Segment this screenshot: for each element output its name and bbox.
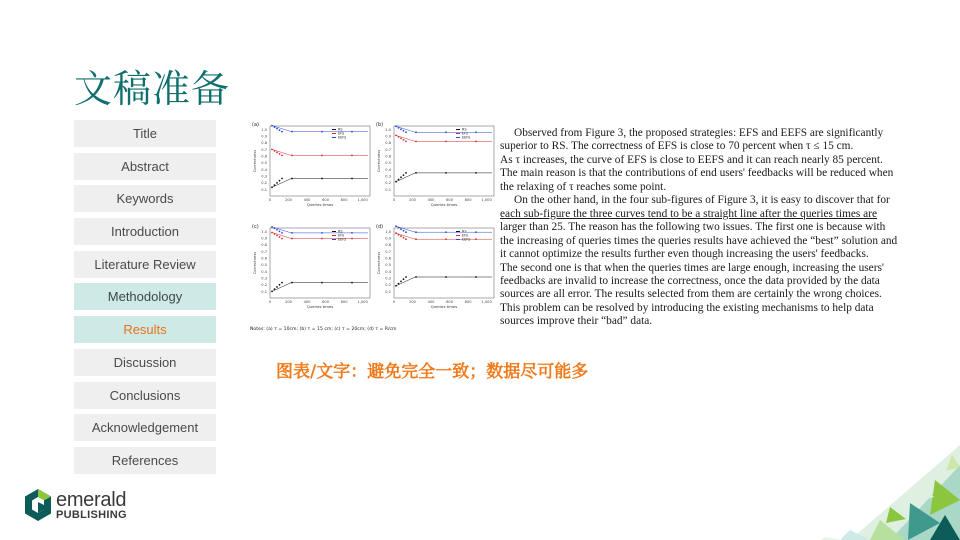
y-axis-label: Correctness — [252, 149, 257, 173]
decorative-triangles — [730, 445, 960, 540]
data-point — [274, 288, 276, 290]
y-tick-label: 0.7 — [261, 147, 267, 152]
series-line — [272, 233, 368, 239]
slide-caption: 图表/文字：避免完全一致；数据尽可能多 — [276, 362, 589, 382]
data-point — [405, 276, 407, 278]
data-point — [405, 231, 407, 233]
data-point — [274, 228, 276, 230]
x-axis-label: Queries times — [430, 202, 458, 207]
data-point — [415, 141, 417, 143]
results-figure — [246, 116, 498, 334]
y-tick-label: 0.8 — [261, 243, 267, 248]
x-tick-label: 400 — [427, 198, 435, 202]
data-point — [271, 291, 273, 293]
y-tick-label: 0.3 — [385, 174, 391, 179]
logo-wordmark: emerald — [56, 489, 127, 511]
data-point — [281, 232, 283, 234]
paper-line: The main reason is that the contributions of end users' feedbacks will be reduced when — [500, 167, 894, 180]
data-point — [351, 178, 353, 180]
data-point — [291, 238, 293, 240]
x-tick-label: 1,000 — [481, 300, 492, 304]
paper-line: feedbacks are invalid to increase the correctness, once the data provided by the data — [500, 274, 880, 287]
data-point — [398, 127, 400, 129]
legend-swatch — [332, 231, 336, 232]
x-tick-label: 600 — [446, 300, 453, 304]
y-tick-label: 0.6 — [261, 256, 267, 261]
y-tick-label: 0.4 — [385, 269, 391, 274]
y-tick-label: 0.3 — [261, 276, 267, 281]
data-point — [415, 172, 417, 174]
data-point — [475, 231, 477, 233]
y-tick-label: 1.0 — [261, 127, 267, 132]
y-tick-label: 0.7 — [385, 147, 391, 152]
y-axis-label: Correctness — [252, 251, 257, 275]
data-point — [395, 232, 397, 234]
x-tick-label: 1,000 — [357, 300, 368, 304]
emerald-logo-icon — [24, 488, 52, 522]
data-point — [415, 131, 417, 133]
slide-title: 文稿准备 — [74, 67, 231, 111]
legend-label: EFS — [462, 233, 469, 238]
data-point — [291, 155, 293, 157]
nav-item-title[interactable]: Title — [74, 120, 216, 147]
data-point — [400, 235, 402, 237]
data-point — [395, 135, 397, 137]
y-tick-label: 0.9 — [385, 236, 391, 241]
y-axis-label: Correctness — [376, 149, 381, 173]
data-point — [405, 131, 407, 133]
legend-swatch — [456, 137, 460, 138]
results-figure-graphic — [246, 116, 498, 334]
y-tick-label: 0.6 — [261, 154, 267, 159]
data-point — [291, 131, 293, 133]
legend-label: EFS — [338, 233, 345, 238]
nav-item-keywords[interactable]: Keywords — [74, 185, 216, 212]
legend-swatch — [456, 235, 460, 236]
legend-label: RS — [462, 127, 467, 132]
legend-swatch — [332, 239, 336, 240]
y-tick-label: 0.3 — [385, 276, 391, 281]
data-point — [281, 155, 283, 157]
data-point — [475, 276, 477, 278]
nav-item-acknowledgement[interactable]: Acknowledgement — [74, 414, 216, 441]
y-tick-label: 0.9 — [385, 134, 391, 139]
legend-swatch — [456, 239, 460, 240]
panel-label: (c) — [252, 224, 259, 230]
data-point — [405, 141, 407, 143]
y-tick-label: 0.8 — [385, 243, 391, 248]
data-point — [400, 128, 402, 130]
emerald-logo — [24, 488, 154, 524]
x-axis-label: Queries times — [306, 202, 334, 207]
data-point — [321, 178, 323, 180]
data-point — [321, 155, 323, 157]
data-point — [475, 172, 477, 174]
y-tick-label: 0.4 — [385, 167, 391, 172]
nav-item-discussion[interactable]: Discussion — [74, 349, 216, 376]
plot-frame — [394, 126, 494, 196]
x-tick-label: 200 — [285, 300, 292, 304]
data-point — [403, 278, 405, 280]
legend-swatch — [332, 235, 336, 236]
data-point — [398, 234, 400, 236]
y-tick-label: 0.2 — [261, 181, 267, 186]
legend-label: EFS — [338, 131, 345, 136]
data-point — [276, 152, 278, 154]
nav-item-introduction[interactable]: Introduction — [74, 218, 216, 245]
data-point — [403, 139, 405, 141]
legend-label: EEFS — [338, 237, 347, 242]
data-point — [276, 229, 278, 231]
x-tick-label: 0 — [268, 300, 272, 304]
nav-item-methodology[interactable]: Methodology — [74, 283, 216, 310]
data-point — [403, 174, 405, 176]
legend-label: EEFS — [462, 135, 471, 140]
series-line — [272, 126, 368, 132]
y-tick-label: 0.1 — [261, 187, 267, 192]
y-tick-label: 0.5 — [261, 161, 267, 166]
y-tick-label: 0.4 — [261, 269, 267, 274]
data-point — [398, 179, 400, 181]
data-point — [445, 141, 447, 143]
legend-swatch — [456, 231, 460, 232]
series-line — [272, 283, 368, 292]
x-tick-label: 200 — [409, 198, 416, 202]
data-point — [475, 141, 477, 143]
data-point — [415, 231, 417, 233]
data-point — [398, 227, 400, 229]
data-point — [291, 282, 293, 284]
panel-label: (b) — [376, 122, 384, 128]
data-point — [415, 276, 417, 278]
data-point — [403, 237, 405, 239]
panel-label: (a) — [252, 122, 259, 128]
nav-item-literature-review[interactable]: Literature Review — [74, 251, 216, 278]
paper-line: Observed from Figure 3, the proposed strategies: EFS and EEFS are significantly — [514, 127, 884, 139]
data-point — [351, 155, 353, 157]
panel-label: (d) — [376, 224, 384, 230]
legend-label: RS — [338, 127, 343, 132]
paper-line: sources improve their “bad” data. — [500, 315, 653, 328]
data-point — [279, 180, 281, 182]
nav-item-conclusions[interactable]: Conclusions — [74, 382, 216, 409]
x-tick-label: 600 — [446, 198, 453, 202]
paper-line: The second one is that when the queries times are large enough, increasing the users' — [500, 261, 884, 274]
data-point — [321, 238, 323, 240]
y-tick-label: 0.9 — [261, 134, 267, 139]
data-point — [281, 282, 283, 284]
x-axis-label: Queries times — [306, 304, 334, 309]
paper-line: This problem can be resolved by introducing the existing mechanisms to help data — [500, 301, 874, 314]
data-point — [398, 283, 400, 285]
x-tick-label: 0 — [392, 198, 396, 202]
legend-swatch — [332, 133, 336, 134]
paper-line: the relaxing of τ reaches some point. — [500, 180, 667, 193]
data-point — [271, 226, 273, 228]
data-point — [276, 235, 278, 237]
data-point — [274, 150, 276, 152]
section-nav — [74, 120, 216, 480]
data-point — [475, 131, 477, 133]
x-tick-label: 200 — [285, 198, 292, 202]
data-point — [475, 238, 477, 240]
paper-line: sources are all error. The results selected from them are certainly the wrong choices. — [500, 288, 882, 301]
series-line — [396, 233, 492, 239]
legend-swatch — [332, 137, 336, 138]
y-tick-label: 0.2 — [385, 283, 391, 288]
data-point — [271, 125, 273, 127]
legend-label: EEFS — [338, 135, 347, 140]
legend-swatch — [332, 129, 336, 130]
y-tick-label: 1.0 — [261, 229, 267, 234]
data-point — [279, 284, 281, 286]
data-point — [276, 128, 278, 130]
data-point — [321, 282, 323, 284]
data-point — [403, 130, 405, 132]
y-tick-label: 0.6 — [385, 154, 391, 159]
data-point — [274, 126, 276, 128]
paper-line: superior to RS. The correctness of EFS is close to 70 percent when τ ≤ 15 cm. — [500, 140, 854, 153]
series-line — [396, 173, 492, 182]
data-point — [405, 238, 407, 240]
x-tick-label: 1,000 — [357, 198, 368, 202]
y-axis-label: Correctness — [376, 251, 381, 275]
y-tick-label: 0.5 — [385, 263, 391, 268]
paper-line: On the other hand, in the four sub-figures of Figure 3, it is easy to discover that for — [514, 194, 890, 207]
legend-label: EEFS — [462, 237, 471, 242]
data-point — [291, 232, 293, 234]
y-tick-label: 0.1 — [261, 289, 267, 294]
data-point — [395, 225, 397, 227]
x-tick-label: 600 — [322, 300, 329, 304]
data-point — [395, 125, 397, 127]
data-point — [445, 131, 447, 133]
paper-line: larger than 25. The reason has the following two issues. The first one is because with — [500, 221, 886, 234]
data-point — [274, 233, 276, 235]
legend-swatch — [456, 133, 460, 134]
legend-label: RS — [462, 229, 467, 234]
data-point — [281, 178, 283, 180]
y-tick-label: 0.7 — [385, 249, 391, 254]
data-point — [400, 228, 402, 230]
data-point — [279, 129, 281, 131]
y-tick-label: 0.6 — [385, 256, 391, 261]
y-tick-label: 0.9 — [261, 236, 267, 241]
data-point — [271, 149, 273, 151]
x-tick-label: 400 — [303, 300, 311, 304]
series-line — [396, 135, 492, 141]
x-tick-label: 800 — [464, 198, 472, 202]
paper-excerpt — [500, 127, 914, 329]
paper-line: As τ increases, the curve of EFS is close to EEFS and it can reach nearly 85 percent. — [500, 153, 883, 166]
data-point — [395, 181, 397, 183]
data-point — [351, 282, 353, 284]
x-tick-label: 0 — [268, 198, 272, 202]
data-point — [291, 178, 293, 180]
data-point — [279, 153, 281, 155]
data-point — [445, 238, 447, 240]
series-line — [272, 149, 368, 155]
y-tick-label: 0.2 — [385, 181, 391, 186]
x-tick-label: 200 — [409, 300, 416, 304]
data-point — [445, 231, 447, 233]
nav-item-results[interactable]: Results — [74, 316, 216, 343]
data-point — [271, 186, 273, 188]
data-point — [274, 184, 276, 186]
x-tick-label: 800 — [464, 300, 472, 304]
series-line — [272, 179, 368, 188]
x-tick-label: 1,000 — [481, 198, 492, 202]
series-line — [396, 126, 492, 132]
data-point — [445, 276, 447, 278]
nav-item-references[interactable]: References — [74, 447, 216, 474]
y-tick-label: 0.1 — [385, 187, 391, 192]
data-point — [351, 131, 353, 133]
data-point — [321, 232, 323, 234]
paper-line: the increasing of queries times the queries results have achieved the “best” solution and — [500, 234, 898, 247]
y-tick-label: 1.0 — [385, 229, 391, 234]
legend-label: RS — [338, 229, 343, 234]
y-tick-label: 0.7 — [261, 249, 267, 254]
y-tick-label: 0.8 — [385, 141, 391, 146]
data-point — [281, 131, 283, 133]
data-point — [276, 182, 278, 184]
data-point — [276, 286, 278, 288]
y-tick-label: 0.8 — [261, 141, 267, 146]
data-point — [271, 232, 273, 234]
paper-line: each sub-figure the three curves tend to be a straight line after the queries times are — [500, 207, 878, 220]
data-point — [279, 236, 281, 238]
x-tick-label: 800 — [340, 300, 348, 304]
x-tick-label: 400 — [427, 300, 435, 304]
data-point — [351, 238, 353, 240]
data-point — [400, 138, 402, 140]
y-tick-label: 1.0 — [385, 127, 391, 132]
logo-subtitle: PUBLISHING — [56, 509, 127, 521]
plot-frame — [394, 228, 494, 298]
data-point — [395, 285, 397, 287]
y-tick-label: 0.5 — [385, 161, 391, 166]
x-tick-label: 600 — [322, 198, 329, 202]
x-tick-label: 0 — [392, 300, 396, 304]
plot-frame — [270, 126, 370, 196]
series-line — [396, 277, 492, 286]
data-point — [400, 176, 402, 178]
data-point — [281, 238, 283, 240]
y-tick-label: 0.3 — [261, 174, 267, 179]
data-point — [445, 172, 447, 174]
data-point — [351, 232, 353, 234]
legend-swatch — [456, 129, 460, 130]
figure-note: Notes: (a) τ = 10cm; (b) τ = 15 cm; (c) τ = 20cm; (d) τ = R/cm — [250, 327, 397, 332]
data-point — [279, 231, 281, 233]
paper-line: it cannot optimize the results further even though increasing the users' feedbacks. — [500, 248, 869, 261]
nav-item-abstract[interactable]: Abstract — [74, 153, 216, 180]
data-point — [415, 238, 417, 240]
data-point — [321, 131, 323, 133]
legend-label: EFS — [462, 131, 469, 136]
y-tick-label: 0.4 — [261, 167, 267, 172]
data-point — [405, 172, 407, 174]
data-point — [400, 281, 402, 283]
data-point — [403, 230, 405, 232]
series-line — [396, 226, 492, 232]
x-tick-label: 800 — [340, 198, 348, 202]
x-tick-label: 400 — [303, 198, 311, 202]
y-tick-label: 0.5 — [261, 263, 267, 268]
data-point — [398, 136, 400, 138]
y-tick-label: 0.1 — [385, 289, 391, 294]
x-axis-label: Queries times — [430, 304, 458, 309]
y-tick-label: 0.2 — [261, 283, 267, 288]
